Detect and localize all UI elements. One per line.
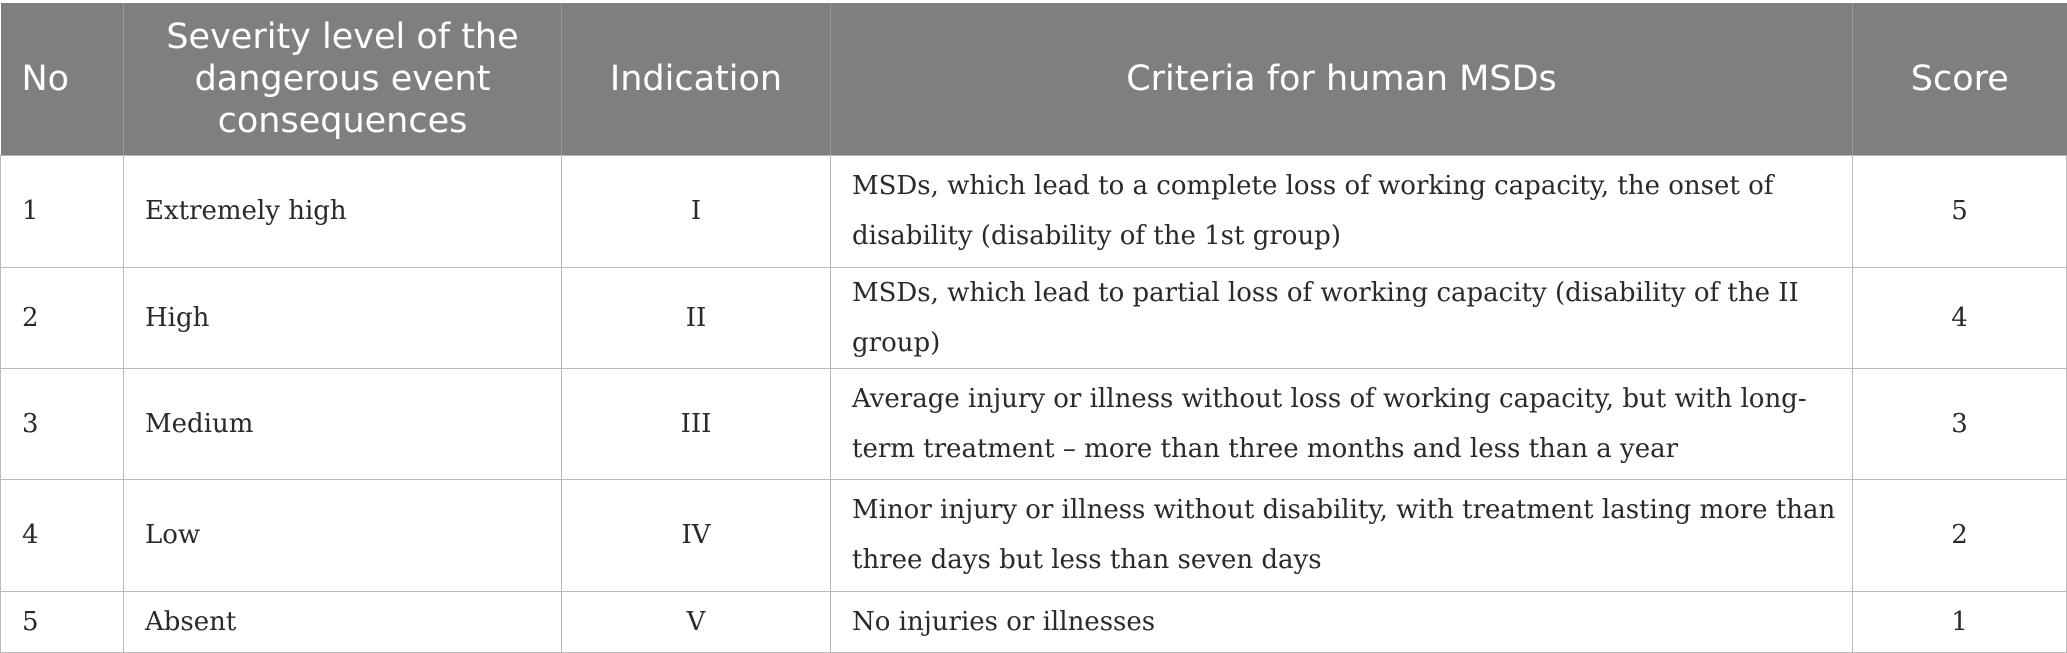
severity-table [0,3,2067,653]
cell-no: 4 [1,479,124,591]
header-row [1,3,2067,155]
cell-score: 1 [1853,591,2067,652]
cell-severity: High [124,267,562,368]
cell-no: 3 [1,368,124,479]
cell-severity: Extremely high [124,155,562,267]
cell-score: 5 [1853,155,2067,267]
cell-criteria: Average injury or illness without loss of working capacity, but with long-term treatment – more than three months and less than a year [831,368,1853,479]
cell-criteria: Minor injury or illness without disability, with treatment lasting more than three days but less than seven days [831,479,1853,591]
cell-severity: Low [124,479,562,591]
severity-table-container [0,3,2067,653]
cell-severity: Medium [124,368,562,479]
table-row [1,479,2067,591]
header-criteria: Criteria for human MSDs [831,3,1853,155]
cell-score: 2 [1853,479,2067,591]
header-severity: Severity level of the dangerous event consequences [124,3,562,155]
cell-indication: I [562,155,831,267]
table-row [1,267,2067,368]
table-row [1,155,2067,267]
cell-indication: V [562,591,831,652]
table-body [1,155,2067,652]
table-header [1,3,2067,155]
cell-score: 4 [1853,267,2067,368]
header-indication: Indication [562,3,831,155]
table-row [1,591,2067,652]
header-no: No [1,3,124,155]
cell-no: 1 [1,155,124,267]
cell-indication: IV [562,479,831,591]
cell-severity: Absent [124,591,562,652]
cell-indication: II [562,267,831,368]
table-row [1,368,2067,479]
cell-no: 5 [1,591,124,652]
cell-criteria: No injuries or illnesses [831,591,1853,652]
cell-indication: III [562,368,831,479]
cell-no: 2 [1,267,124,368]
cell-criteria: MSDs, which lead to partial loss of working capacity (disability of the II group) [831,267,1853,368]
cell-criteria: MSDs, which lead to a complete loss of working capacity, the onset of disability (disability of the 1st group) [831,155,1853,267]
header-score: Score [1853,3,2067,155]
cell-score: 3 [1853,368,2067,479]
